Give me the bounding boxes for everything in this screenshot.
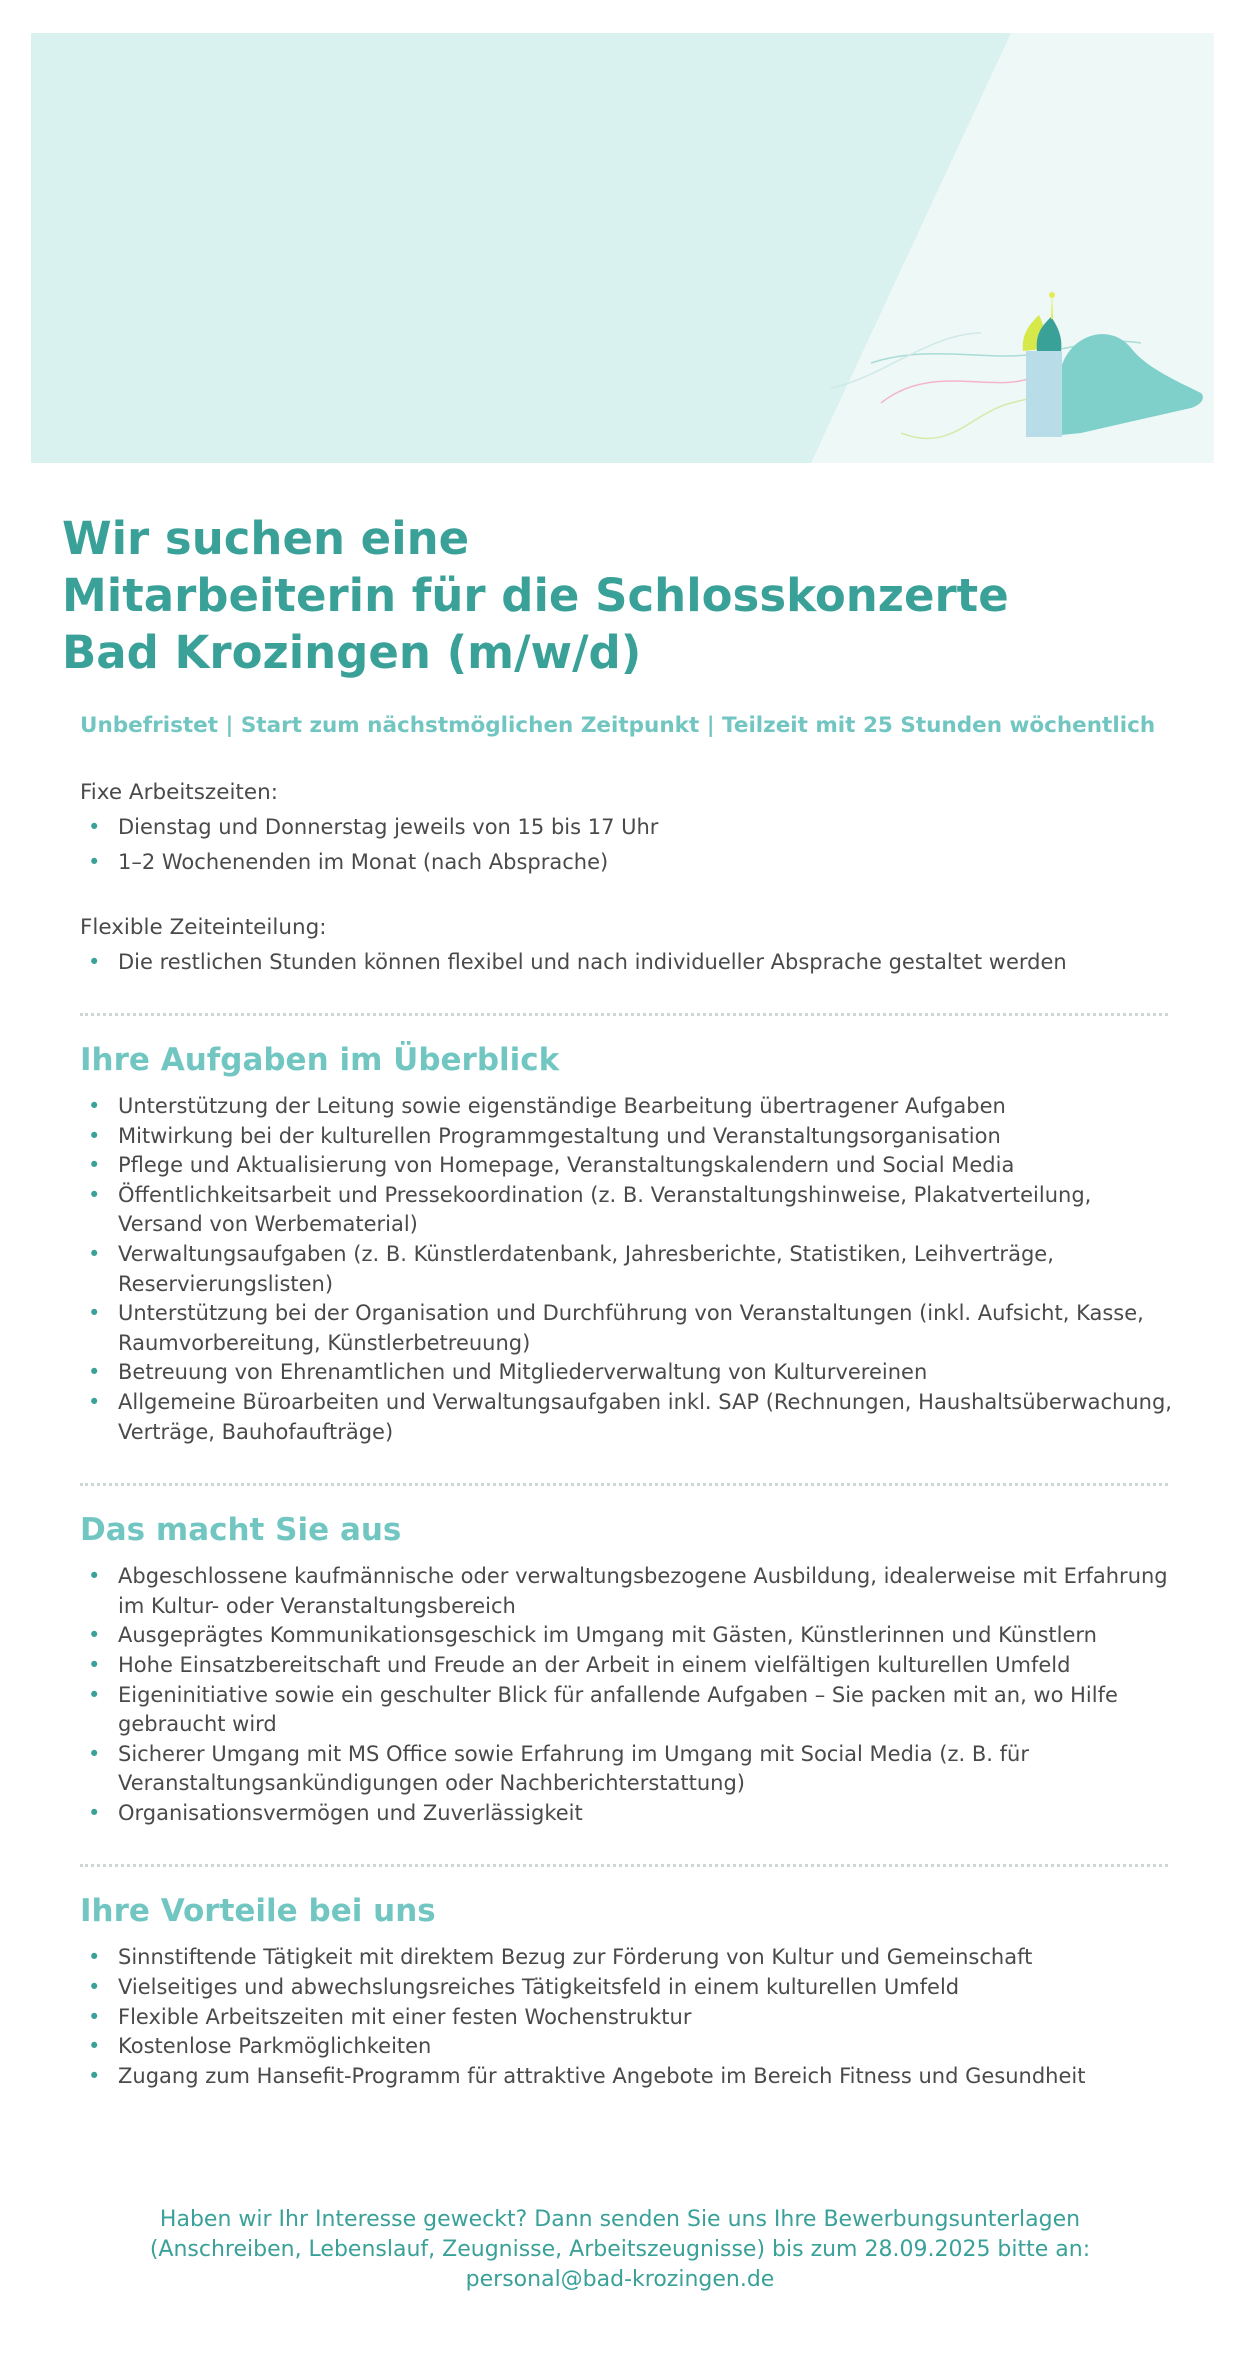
flexible-times-list bbox=[80, 947, 1172, 977]
tasks-section bbox=[80, 1092, 1172, 1447]
fixed-times-section bbox=[80, 778, 1172, 877]
job-ad-content bbox=[62, 510, 1172, 2091]
list-item: • Vielseitiges und abwechslungsreiches Tätigkeitsfeld in einem kulturellen Umfeld bbox=[80, 1973, 1172, 2003]
profile-list bbox=[80, 1562, 1172, 1828]
profile-heading: Das macht Sie aus bbox=[80, 1512, 402, 1549]
list-item: • Betreuung von Ehrenamtlichen und Mitgliederverwaltung von Kulturvereinen bbox=[80, 1358, 1172, 1388]
fixed-times-list bbox=[80, 812, 1172, 877]
benefits-heading: Ihre Vorteile bei uns bbox=[80, 1893, 436, 1930]
list-item: • Eigeninitiative sowie ein geschulter Blick für anfallende Aufgaben – Sie packen mit an, wo Hilfe gebraucht wird bbox=[80, 1681, 1172, 1740]
list-item: • 1–2 Wochenenden im Monat (nach Absprache) bbox=[80, 847, 1172, 877]
list-item: • Zugang zum Hansefit-Programm für attraktive Angebote im Bereich Fitness und Gesundheit bbox=[80, 2062, 1172, 2092]
list-item: • Öffentlichkeitsarbeit und Pressekoordination (z. B. Veranstaltungshinweise, Plakatverteilung, Versand von Werbematerial) bbox=[80, 1181, 1172, 1240]
page-title bbox=[62, 510, 1172, 681]
section-divider bbox=[80, 1864, 1168, 1867]
footer-line-2: (Anschreiben, Lebenslauf, Zeugnisse, Arbeitszeugnisse) bis zum 28.09.2025 bitte an: bbox=[149, 2237, 1091, 2262]
section-divider bbox=[80, 1483, 1168, 1486]
list-item: • Dienstag und Donnerstag jeweils von 15 bis 17 Uhr bbox=[80, 812, 1172, 842]
profile-section bbox=[80, 1562, 1172, 1828]
application-call-to-action bbox=[80, 2205, 1160, 2295]
fixed-times-label: Fixe Arbeitszeiten: bbox=[80, 780, 278, 805]
list-item: • Verwaltungsaufgaben (z. B. Künstlerdatenbank, Jahresberichte, Statistiken, Leihverträge, Reservierungslisten) bbox=[80, 1240, 1172, 1299]
tasks-heading: Ihre Aufgaben im Überblick bbox=[80, 1042, 560, 1078]
list-item: • Ausgeprägtes Kommunikationsgeschick im Umgang mit Gästen, Künstlerinnen und Künstlern bbox=[80, 1621, 1172, 1651]
list-item: • Unterstützung der Leitung sowie eigenständige Bearbeitung übertragener Aufgaben bbox=[80, 1092, 1172, 1122]
list-item: • Pflege und Aktualisierung von Homepage, Veranstaltungskalendern und Social Media bbox=[80, 1151, 1172, 1181]
section-divider bbox=[80, 1013, 1168, 1016]
application-email-link[interactable]: personal@bad-krozingen.de bbox=[465, 2267, 775, 2292]
title-line-1: Wir suchen eine bbox=[62, 512, 470, 565]
list-item: • Allgemeine Büroarbeiten und Verwaltungsaufgaben inkl. SAP (Rechnungen, Haushaltsüberwachung, Verträge, Bauhofaufträge) bbox=[80, 1388, 1172, 1447]
list-item: • Kostenlose Parkmöglichkeiten bbox=[80, 2032, 1172, 2062]
job-conditions-subline: Unbefristet | Start zum nächstmöglichen Zeitpunkt | Teilzeit mit 25 Stunden wöchentlich bbox=[80, 713, 1156, 738]
list-item: • Unterstützung bei der Organisation und Durchführung von Veranstaltungen (inkl. Aufsicht, Kasse, Raumvorbereitung, Künstlerbetreuung) bbox=[80, 1299, 1172, 1358]
list-item: • Sicherer Umgang mit MS Office sowie Erfahrung im Umgang mit Social Media (z. B. für Veranstaltungsankündigungen oder Nachberichterstattung) bbox=[80, 1740, 1172, 1799]
list-item: • Abgeschlossene kaufmännische oder verwaltungsbezogene Ausbildung, idealerweise mit Erfahrung im Kultur- oder Veranstaltungsbereich bbox=[80, 1562, 1172, 1621]
tasks-list bbox=[80, 1092, 1172, 1447]
title-line-2: Mitarbeiterin für die Schlosskonzerte bbox=[62, 569, 1009, 622]
hero-graphic bbox=[31, 33, 1214, 463]
flexible-times-section bbox=[80, 913, 1172, 977]
benefits-list bbox=[80, 1943, 1172, 2091]
hero-banner bbox=[31, 33, 1214, 463]
list-item: • Die restlichen Stunden können flexibel und nach individueller Absprache gestaltet werden bbox=[80, 947, 1172, 977]
benefits-section bbox=[80, 1943, 1172, 2091]
list-item: • Mitwirkung bei der kulturellen Programmgestaltung und Veranstaltungsorganisation bbox=[80, 1122, 1172, 1152]
list-item: • Organisationsvermögen und Zuverlässigkeit bbox=[80, 1799, 1172, 1829]
footer-line-1: Haben wir Ihr Interesse geweckt? Dann senden Sie uns Ihre Bewerbungsunterlagen bbox=[159, 2207, 1081, 2232]
list-item: • Sinnstiftende Tätigkeit mit direktem Bezug zur Förderung von Kultur und Gemeinschaft bbox=[80, 1943, 1172, 1973]
title-line-3: Bad Krozingen (m/w/d) bbox=[62, 626, 642, 679]
flexible-times-label: Flexible Zeiteinteilung: bbox=[80, 915, 327, 940]
list-item: • Hohe Einsatzbereitschaft und Freude an der Arbeit in einem vielfältigen kulturellen Umfeld bbox=[80, 1651, 1172, 1681]
list-item: • Flexible Arbeitszeiten mit einer festen Wochenstruktur bbox=[80, 2003, 1172, 2033]
